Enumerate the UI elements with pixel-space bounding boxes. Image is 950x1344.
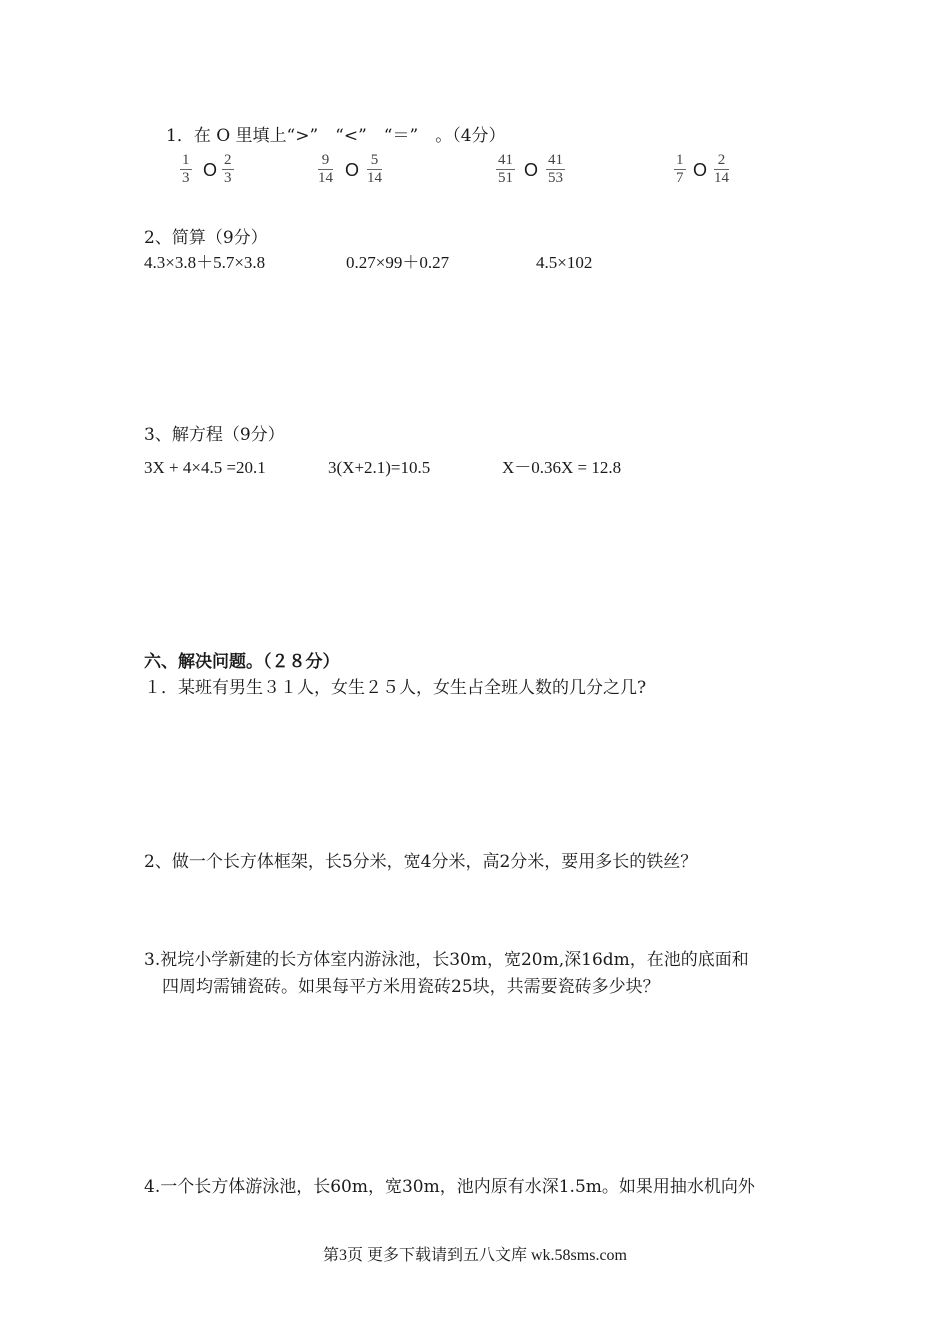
fraction: $\frac{41}{53}$ <box>548 152 563 186</box>
word-problem-4: 4.一个长方体游泳池，长60m，宽30m，池内原有水深1.5m。如果用抽水机向外 <box>144 1177 755 1197</box>
word-problem-3-line1: 3.祝垸小学新建的长方体室内游泳池，长30m，宽20m,深16dm，在池的底面和 <box>144 950 749 970</box>
fraction: $\frac{1}{7}$ <box>676 152 684 186</box>
word-problem-3-line2: 四周均需铺瓷砖。如果每平方米用瓷砖25块，共需要瓷砖多少块？ <box>162 977 660 997</box>
fraction: $\frac{41}{51}$ <box>498 152 513 186</box>
fraction: $\frac{1}{3}$ <box>182 152 190 186</box>
fraction: $\frac{5}{14}$ <box>367 152 382 186</box>
fraction: $\frac{2}{14}$ <box>714 152 729 186</box>
compare-circle: O <box>693 160 708 180</box>
simplify-problem: 4.3×3.8＋5.7×3.8 <box>144 253 266 272</box>
section2-heading: 2、简算（9分） <box>144 228 268 248</box>
page-footer: 第3页 更多下载请到五八文库 wk.58sms.com <box>322 1247 627 1264</box>
fraction: $\frac{2}{3}$ <box>224 152 232 186</box>
fraction: $\frac{9}{14}$ <box>318 152 333 186</box>
equation-problem: 3(X+2.1)=10.5 <box>328 458 431 477</box>
simplify-problem: 0.27×99＋0.27 <box>346 253 450 272</box>
section3-heading: 3、解方程（9分） <box>144 425 285 445</box>
compare-circle: O <box>345 160 360 180</box>
word-problem-1: １．某班有男生３１人，女生２５人，女生占全班人数的几分之几? <box>144 678 647 698</box>
section6-heading: 六、解决问题。（２８分） <box>144 652 340 672</box>
section1-heading: 1．在 O 里填上“>” “<” “＝” 。（4分） <box>166 126 506 146</box>
compare-circle: O <box>524 160 539 180</box>
simplify-problem: 4.5×102 <box>536 253 593 272</box>
word-problem-2: 2、做一个长方体框架，长5分米，宽4分米，高2分米，要用多长的铁丝？ <box>144 852 698 872</box>
compare-circle: O <box>203 160 218 180</box>
equation-problem: X－0.36X = 12.8 <box>502 458 622 477</box>
equation-problem: 3X + 4×4.5 =20.1 <box>144 458 266 477</box>
